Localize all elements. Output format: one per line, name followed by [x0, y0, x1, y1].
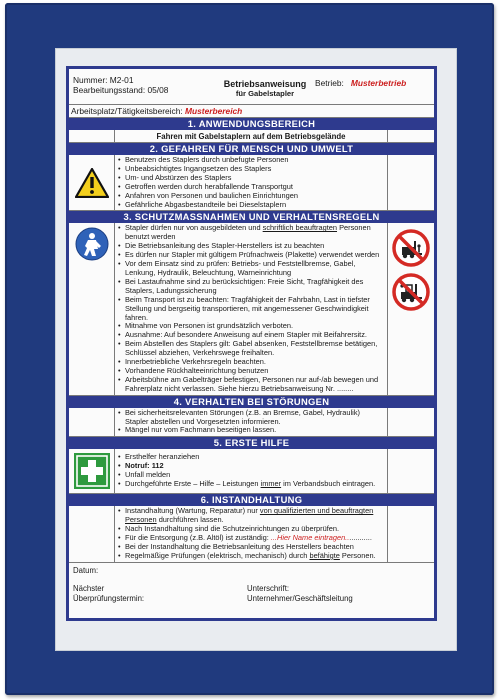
section-maintenance-row [69, 506, 434, 562]
revision-state: Bearbeitungsstand: 05/08 [73, 85, 169, 96]
next-review-label: Nächster [73, 583, 105, 593]
first-aid-icon-cell [69, 449, 115, 493]
emergency-call-number: 112 [151, 461, 164, 471]
malfunctions-list-cell [115, 408, 387, 437]
maintenance-list [118, 507, 384, 560]
list-item-text: durchführen lassen. [156, 515, 224, 525]
list-item: • Unbeabsichtigtes Ingangsetzen des Staplers [118, 165, 384, 174]
list-item: • Gefährliche Abgasbestandteile bei Dieselstaplern [118, 201, 384, 210]
list-item-emphasis: schriftlich beauftragten [262, 223, 338, 233]
section-measures-title: 3. SCHUTZMASSNAHMEN UND VERHALTENSREGELN [69, 211, 434, 223]
measures-list-cell [115, 223, 387, 394]
malfunctions-list [118, 409, 384, 436]
section-malfunctions-title: 4. VERHALTEN BEI STÖRUNGEN [69, 396, 434, 408]
list-item-emphasis: von qualifizierten und beauftragten Personen [125, 506, 374, 525]
workplace-field [69, 105, 434, 118]
list-item [118, 507, 384, 525]
list-item-text: Stapler dürfen nur von ausgebildeten und [125, 223, 263, 233]
list-item-text: Instandhaltung (Wartung, Reparatur) nur [125, 506, 260, 516]
list-item: • Bei Lastaufnahme sind zu berücksichtigen: Freie Sicht, Tragfähigkeit des Staplers, Ladungssicherung [118, 278, 384, 296]
company-label: Betrieb: [315, 78, 344, 88]
list-item-text: im Verbandsbuch eintragen. [281, 479, 376, 489]
list-item: • Arbeitsbühne am Gabelträger befestigen, Personen nur auf-/ab bewegen und Fahrerplatz nicht verlassen. Siehe hierzu Betriebsanweisung Nr. ........ [118, 376, 384, 394]
list-item: • Beim Transport ist zu beachten: Tragfähigkeit der Fahrbahn, Last in tiefster Stellung und bergseitig transportieren, mit angemessener Geschwindigkeit fahren. [118, 296, 384, 323]
workplace-value: Musterbereich [185, 106, 243, 116]
warning-triangle-icon [75, 168, 109, 198]
list-item [118, 480, 384, 489]
malfunctions-right-cell [387, 408, 434, 437]
section-hazards-row [69, 155, 434, 211]
first-aid-list-cell [115, 449, 387, 493]
section-hazards-title: 2. GEFAHREN FÜR MENSCH UND UMWELT [69, 143, 434, 155]
list-item: • Bei der Instandhaltung die Betriebsanleitung des Herstellers beachten [118, 543, 384, 552]
document-subtitle: für Gabelstapler [235, 89, 295, 99]
hazards-icon-cell [69, 155, 115, 210]
no-passenger-icon [392, 273, 430, 311]
list-item [118, 224, 384, 242]
list-item: • Vor dem Einsatz sind zu prüfen: Betriebs- und Feststellbremse, Gabel, Lenkung, Hydraulik, Beleuchtung, Warneinrichtung [118, 260, 384, 278]
list-item-emphasis: befähigte [309, 550, 340, 560]
section-measures-row [69, 223, 434, 395]
measures-right-cell [387, 223, 434, 394]
measures-list [118, 224, 384, 393]
list-item-emphasis: immer [260, 479, 282, 489]
first-aid-cross-icon [73, 452, 111, 490]
list-item: • Vorhandene Rückhalteeinrichtung benutzen [118, 367, 384, 376]
list-item-text: Durchgeführte Erste – Hilfe – Leistungen [125, 479, 261, 489]
list-item-text: Personen benutzt werden [125, 223, 371, 242]
list-item: • Nach Instandhaltung sind die Schutzeinrichtungen zu überprüfen. [118, 525, 384, 534]
section-first-aid-title: 5. ERSTE HILFE [69, 437, 434, 449]
section-scope-row [69, 130, 434, 143]
first-aid-list [118, 453, 384, 489]
hazards-list-cell [115, 155, 387, 210]
list-item-text: Regelmäßige Prüfungen (elektrisch, mechanisch) durch [125, 550, 310, 560]
list-item: • Ersthelfer heranziehen [118, 453, 384, 462]
list-item: • Getroffen werden durch herabfallende Transportgut [118, 183, 384, 192]
header-title-block [197, 79, 333, 99]
list-item: • Benutzen des Staplers durch unbefugte Personen [118, 156, 384, 165]
scope-text: Fahren mit Gabelstaplern auf dem Betriebsgelände [156, 132, 346, 141]
maintenance-icon-cell [69, 506, 115, 561]
list-item-text: Personen. [339, 550, 376, 560]
list-item: • Die Betriebsanleitung des Stapler-Herstellers ist zu beachten [118, 242, 384, 251]
section-scope-title: 1. ANWENDUNGSBEREICH [69, 118, 434, 130]
list-item: • Es dürfen nur Stapler mit gültigem Prüfnachweis (Plakette) verwendet werden [118, 251, 384, 260]
maintenance-right-cell [387, 506, 434, 561]
section-scope-icon-cell [69, 130, 115, 142]
list-item: • Mitnahme von Personen ist grundsätzlich verboten. [118, 322, 384, 331]
document-number: Nummer: M2-01 [73, 75, 134, 85]
list-item: • Innerbetriebliche Verkehrsregeln beachten. [118, 358, 384, 367]
list-item: • Beim Abstellen des Staplers gilt: Gabel absenken, Feststellbremse betätigen, Schlüssel abziehen, Verkehrswege freihalten. [118, 340, 384, 358]
operating-instruction-sheet [66, 66, 437, 621]
date-label: Datum: [73, 565, 99, 575]
hazards-right-cell [387, 155, 434, 210]
section-malfunctions-row [69, 408, 434, 438]
document-title: Betriebsanweisung [223, 79, 307, 89]
maintenance-list-cell [115, 506, 387, 561]
first-aid-right-cell [387, 449, 434, 493]
list-item: • Um- und Abstürzen des Staplers [118, 174, 384, 183]
section-scope-right-cell [387, 130, 434, 142]
list-item: • Anfahren von Personen und baulichen Einrichtungen [118, 192, 384, 201]
company-value: Musterbetrieb [350, 78, 407, 88]
section-maintenance-title: 6. INSTANDHALTUNG [69, 494, 434, 506]
list-item [118, 552, 384, 561]
malfunctions-icon-cell [69, 408, 115, 437]
next-review-label-cont: Überprüfungstermin: [73, 593, 145, 603]
section-first-aid-row [69, 449, 434, 494]
list-item-text: Für die Entsorgung (z.B. Altöl) ist zuständig: [125, 533, 271, 543]
hand-protection-icon [75, 227, 109, 261]
hazards-list [118, 156, 384, 209]
header-meta [73, 75, 168, 95]
list-item: • Unfall melden [118, 471, 384, 480]
list-item: • Mängel nur vom Fachmann beseitigen lassen. [118, 426, 384, 435]
workplace-label: Arbeitsplatz/Tätigkeitsbereich: [71, 106, 183, 116]
emergency-call-label: Notruf: [125, 461, 152, 471]
document-header [69, 69, 434, 105]
list-item: • Ausnahme: Auf besondere Anweisung auf einem Stapler mit Beifahrersitz. [118, 331, 384, 340]
signature-label: Unterschrift: [247, 583, 290, 593]
disposal-contact-placeholder: ...Hier Name eintragen.. [270, 533, 350, 543]
list-item-text: ........... [349, 533, 372, 543]
company-field [315, 79, 406, 89]
document-footer [69, 563, 434, 623]
measures-icon-cell [69, 223, 115, 394]
no-people-on-forks-icon [392, 229, 430, 267]
signature-role: Unternehmer/Geschäftsleitung [247, 593, 353, 603]
list-item: • Bei sicherheitsrelevanten Störungen (z.B. an Bremse, Gabel, Hydraulik) Stapler abstellen und Vorgesetzten informieren. [118, 409, 384, 427]
